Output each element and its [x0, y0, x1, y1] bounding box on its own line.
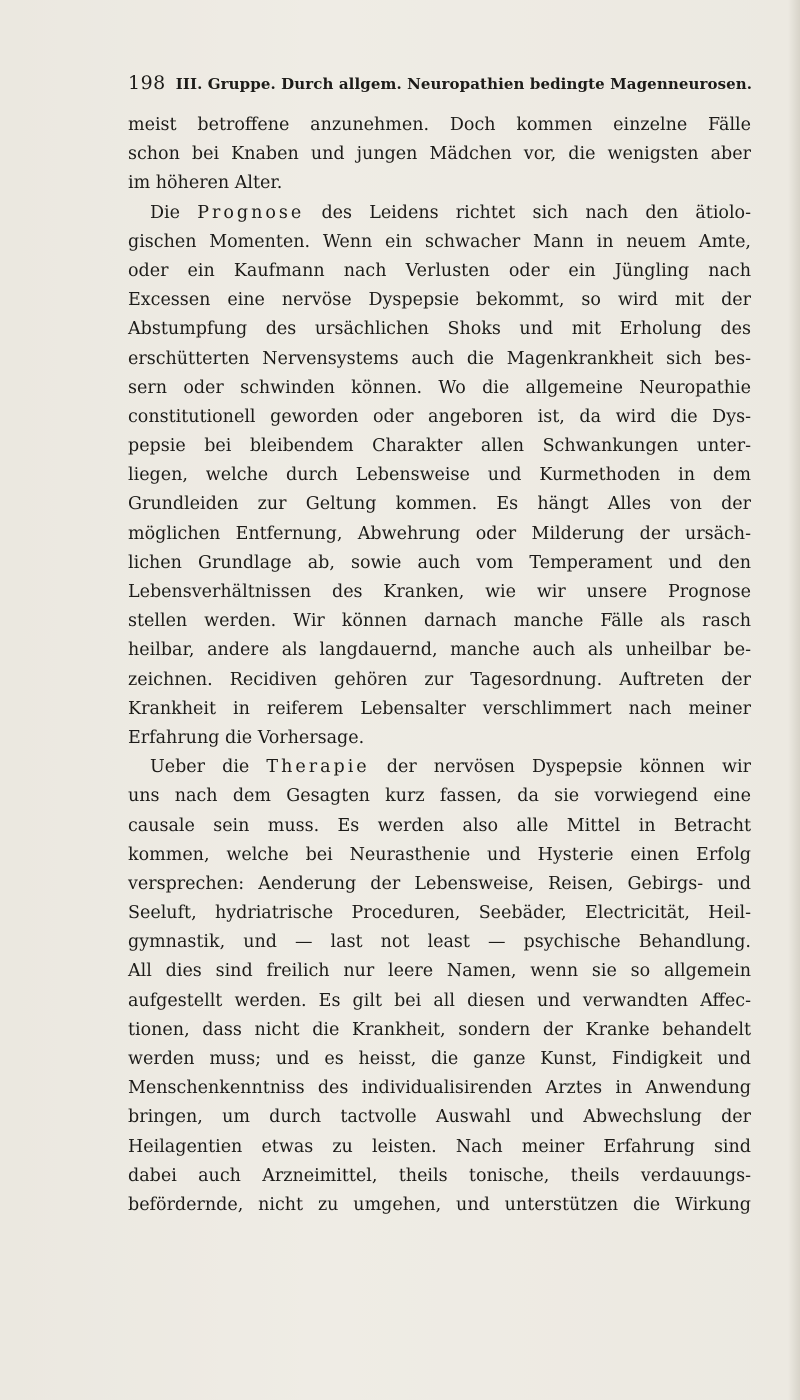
text-line: Seeluft, hydriatrische Proceduren, Seebäder, Electricität, Heil- — [128, 903, 751, 924]
running-header — [128, 72, 753, 98]
text-line: heilbar, andere als langdauernd, manche auch als unheilbar be- — [128, 640, 751, 661]
page-number: 198 — [128, 72, 166, 94]
text-line: Abstumpfung des ursächlichen Shoks und mit Erholung des — [128, 319, 751, 340]
text-line — [128, 199, 751, 228]
text-line: Erfahrung die Vorhersage. — [128, 727, 365, 748]
text-line: gischen Momenten. Wenn ein schwacher Mann in neuem Amte, — [128, 231, 751, 252]
text-line: aufgestellt werden. Es gilt bei all diesen und verwandten Affec- — [128, 990, 751, 1011]
text-line: pepsie bei bleibendem Charakter allen Schwankungen unter- — [128, 436, 751, 457]
text-line: gymnastik, und — last not least — psychische Behandlung. — [128, 932, 751, 953]
text-line: lichen Grundlage ab, sowie auch vom Temperament und den — [128, 552, 751, 573]
text-fragment: der nervösen Dyspepsie können wir — [369, 757, 751, 778]
text-line: meist betroffene anzunehmen. Doch kommen einzelne Fälle — [128, 115, 751, 135]
text-line: causale sein muss. Es werden also alle Mittel in Betracht — [128, 815, 751, 836]
text-fragment: Die — [150, 202, 198, 223]
text-line: All dies sind freilich nur leere Namen, wenn sie so allgemein — [128, 961, 751, 982]
text-line: Heilagentien etwas zu leisten. Nach meiner Erfahrung sind — [128, 1136, 751, 1157]
emphasized-term-prognose: Prognose — [197, 202, 305, 223]
page-edge-shadow — [788, 0, 800, 1400]
text-line: Grundleiden zur Geltung kommen. Es hängt Alles von der — [128, 494, 751, 515]
text-fragment: Ueber die — [150, 757, 267, 778]
text-line: Lebensverhältnissen des Kranken, wie wir unsere Prognose — [128, 582, 751, 602]
text-line: erschütterten Nervensystems auch die Magenkrankheit sich bes- — [128, 348, 751, 369]
text-line: werden muss; und es heisst, die ganze Kunst, Findigkeit und — [128, 1049, 751, 1069]
text-fragment: des Leidens richtet sich nach den ätiolo- — [304, 202, 752, 223]
text-line: uns nach dem Gesagten kurz fassen, da sie vorwiegend eine — [128, 786, 751, 807]
text-line: im höheren Alter. — [128, 173, 283, 194]
text-line: kommen, welche bei Neurasthenie und Hysterie einen Erfolg — [128, 844, 751, 865]
text-line: tionen, dass nicht die Krankheit, sondern der Kranke behandelt — [128, 1019, 751, 1040]
text-line: Menschenkenntniss des individualisirenden Arztes in Anwendung — [128, 1078, 751, 1099]
text-line: zeichnen. Recidiven gehören zur Tagesordnung. Auftreten der — [128, 669, 751, 690]
text-line: stellen werden. Wir können darnach manche Fälle als rasch — [128, 611, 751, 632]
text-line — [128, 753, 751, 782]
text-line: schon bei Knaben und jungen Mädchen vor, die wenigsten aber — [128, 144, 751, 165]
text-line: oder ein Kaufmann nach Verlusten oder ein Jüngling nach — [128, 260, 751, 281]
text-line: Krankheit in reiferem Lebensalter verschlimmert nach meiner — [128, 698, 751, 719]
running-title: III. Gruppe. Durch allgem. Neuropathien bedingte Magenneurosen. — [175, 75, 753, 93]
text-line: constitutionell geworden oder angeboren ist, da wird die Dys- — [128, 406, 751, 427]
text-line: Excessen eine nervöse Dyspepsie bekommt, so wird mit der — [128, 290, 751, 311]
text-line: befördernde, nicht zu umgehen, und unterstützen die Wirkung — [128, 1194, 751, 1215]
text-line: liegen, welche durch Lebensweise und Kurmethoden in dem — [128, 465, 751, 486]
text-line: sern oder schwinden können. Wo die allgemeine Neuropathie — [128, 377, 751, 398]
text-line: versprechen: Aenderung der Lebensweise, Reisen, Gebirgs- und — [128, 873, 751, 894]
text-line: bringen, um durch tactvolle Auswahl und Abwechslung der — [128, 1107, 751, 1128]
text-line: dabei auch Arzneimittel, theils tonische, theils verdauungs- — [128, 1165, 751, 1186]
emphasized-term-therapie: Therapie — [266, 757, 370, 778]
body-text — [128, 111, 751, 1220]
text-line: möglichen Entfernung, Abwehrung oder Milderung der ursäch- — [128, 523, 751, 544]
